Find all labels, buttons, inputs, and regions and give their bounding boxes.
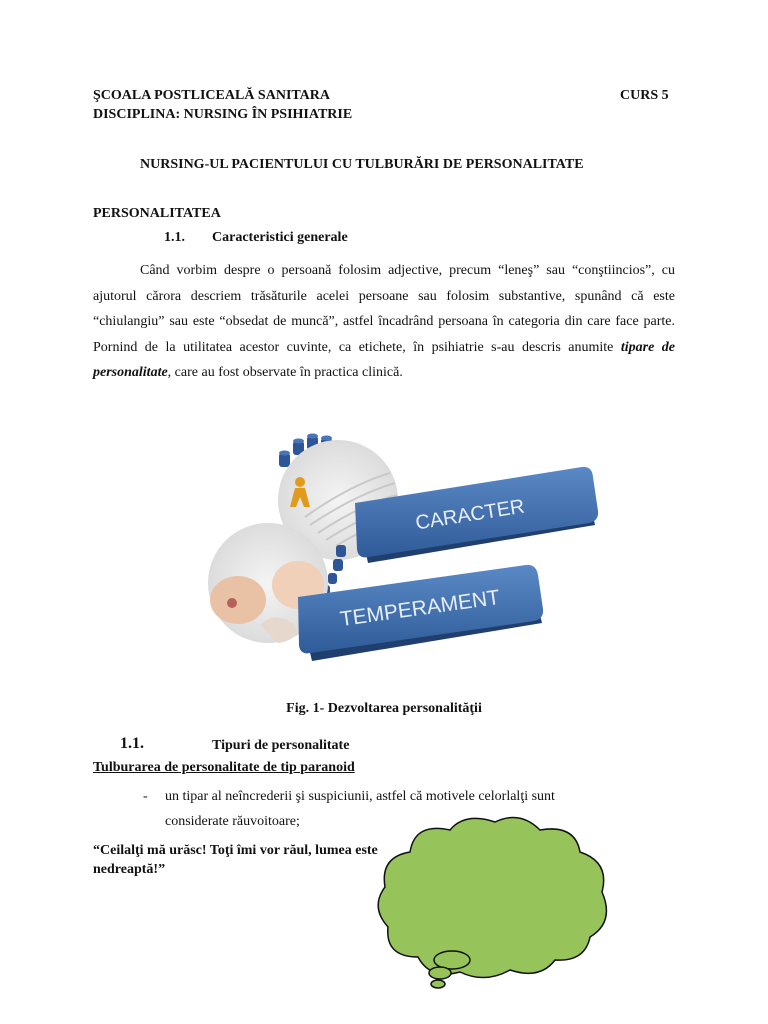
paragraph-text-end: , care au fost observate în practica clinică. bbox=[167, 365, 403, 381]
quote-line2: nedreaptă!” bbox=[93, 862, 166, 877]
figure-caption: Fig. 1- Dezvoltarea personalităţii bbox=[286, 701, 482, 716]
bullet-text-line1: un tipar al neîncrederii şi suspiciunii, astfel că motivele celorlalţi sunt bbox=[165, 789, 555, 804]
subsection-number: 1.1. bbox=[164, 230, 185, 245]
bullet-dash: - bbox=[143, 789, 148, 804]
school-name: ŞCOALA POSTLICEALĂ SANITARA bbox=[93, 88, 331, 103]
types-number: 1.1. bbox=[120, 735, 144, 752]
temperament-label: TEMPERAMENT bbox=[338, 585, 502, 632]
types-title: Tipuri de personalitate bbox=[212, 738, 350, 753]
thought-cloud bbox=[370, 812, 615, 992]
document-title: NURSING-UL PACIENTULUI CU TULBURĂRI DE PERSONALITATE bbox=[140, 157, 584, 172]
subsection-title: Caracteristici generale bbox=[212, 230, 348, 245]
disorder-heading: Tulburarea de personalitate de tip paranoid bbox=[93, 760, 355, 775]
caracter-label: CARACTER bbox=[413, 495, 527, 535]
paragraph-emphasis: tipare de personalitate bbox=[93, 339, 676, 381]
discipline-line: DISCIPLINA: NURSING ÎN PSIHIATRIE bbox=[93, 107, 353, 122]
paragraph-text-start: Când vorbim despre o persoană folosim adjective, precum “leneş” sau “conştiincios”, cu ajutorul cărora descriem trăsăturile acelei persoane sau folosim substantive, spunând că este “chiulangiu” sau este “obsedat de muncă”, astfel încadrând persoana în categoria din care face parte. Pornind de la utilitatea acestor cuvinte, ca etichete, în psihiatrie s-au descris anumite bbox=[93, 263, 675, 355]
section-heading: PERSONALITATEA bbox=[93, 206, 221, 221]
course-number: CURS 5 bbox=[620, 88, 669, 103]
personality-figure bbox=[200, 425, 600, 675]
bullet-text-line2: considerate răuvoitoare; bbox=[165, 814, 300, 829]
intro-paragraph bbox=[93, 258, 675, 386]
quote-line1: “Ceilalţi mă urăsc! Toţi îmi vor răul, lumea este bbox=[93, 843, 378, 858]
